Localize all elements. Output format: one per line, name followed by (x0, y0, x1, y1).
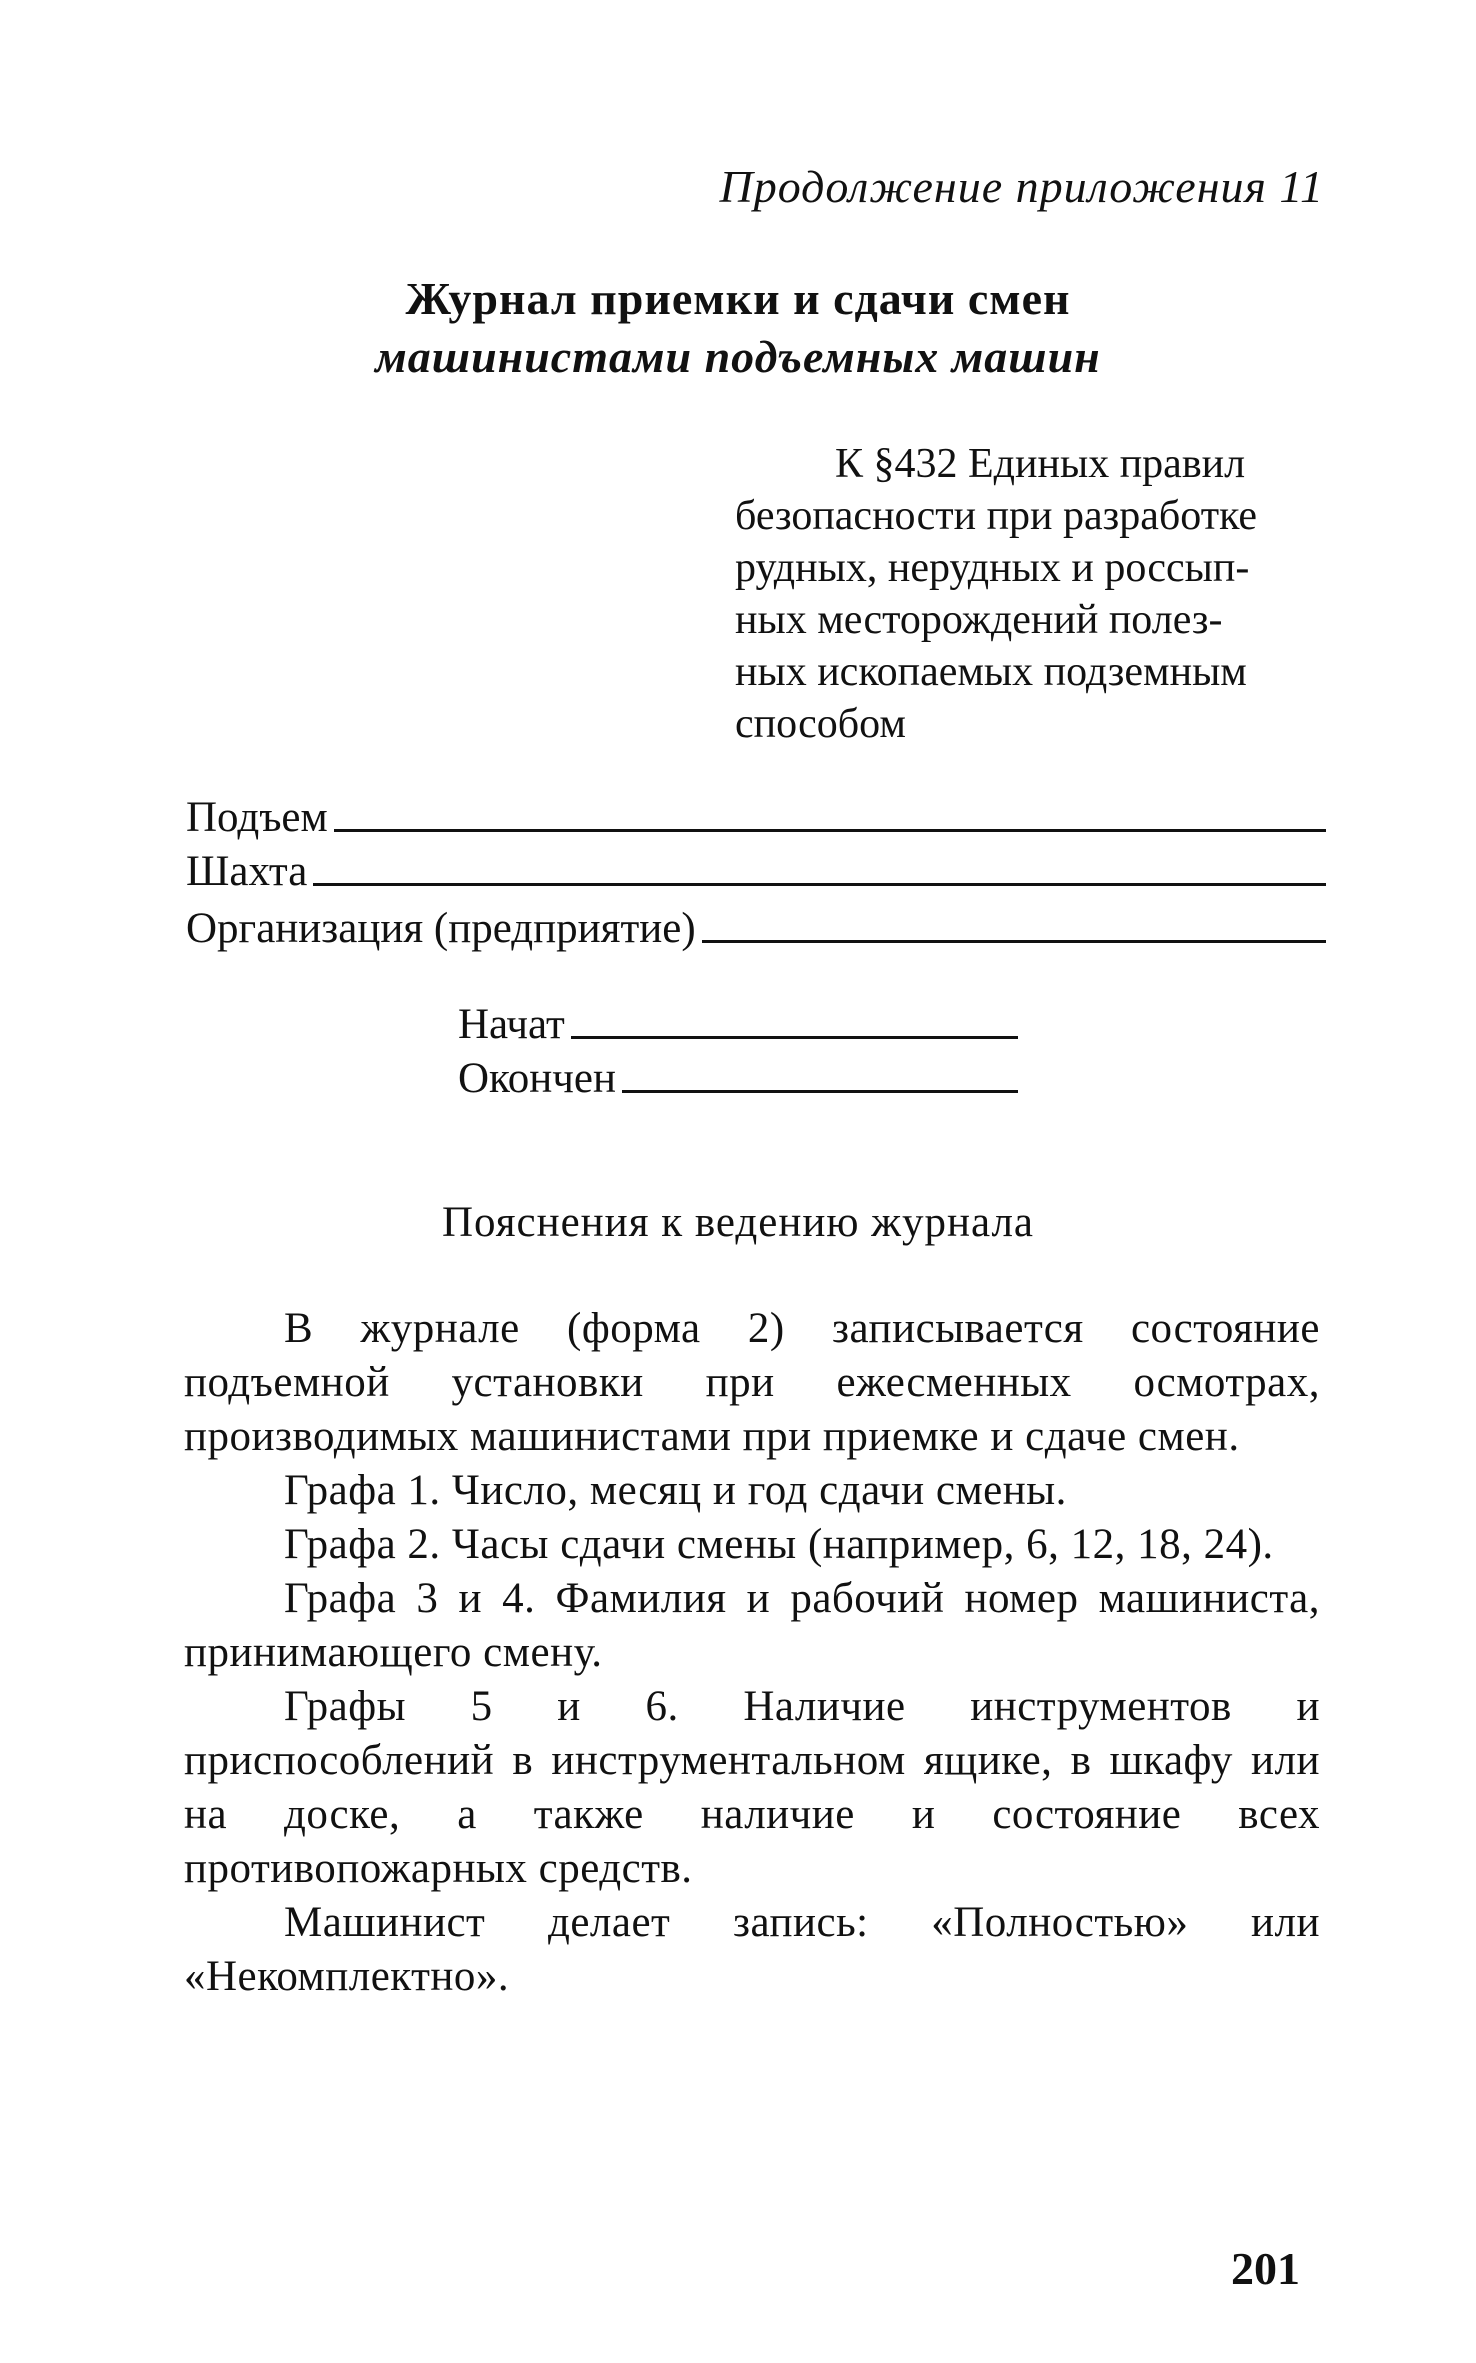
mine-label: Шахта (186, 848, 308, 895)
page-number: 201 (1231, 2243, 1300, 2294)
lift-field (186, 793, 1326, 842)
reference-line: ных ископаемых подземным (735, 649, 1247, 695)
started-fill-line (571, 1036, 1018, 1039)
paragraph: Графа 3 и 4. Фамилия и рабочий номер машиниста, принимающего смену. (184, 1575, 1320, 1676)
reference-line: способом (735, 701, 906, 747)
explanations-heading: Пояснения к ведению журнала (441, 1199, 1035, 1246)
organization-fill-line (702, 940, 1326, 943)
paragraph: Графа 2. Часы сдачи смены (например, 6, 12, 18, 24). (284, 1521, 1274, 1568)
reference-line: ных месторождений полез- (735, 597, 1223, 643)
reference-line: безопасности при разработке (735, 493, 1258, 539)
reference-line: рудных, нерудных и россып- (735, 545, 1250, 591)
paragraph: В журнале (форма 2) записывается состояние подъемной установки при ежесменных осмотрах, производимых машинистами при приемке и сдаче смен. (184, 1305, 1320, 1460)
appendix-continuation-note: Продолжение приложения 11 (719, 161, 1324, 212)
finished-fill-line (622, 1090, 1018, 1093)
paragraph: Графа 1. Число, месяц и год сдачи смены. (284, 1467, 1067, 1514)
finished-label: Окончен (458, 1055, 616, 1102)
mine-field (186, 847, 1326, 896)
reference-line: К §432 Единых правил (835, 441, 1246, 487)
finished-field (458, 1054, 1018, 1103)
explanations-body (184, 1302, 1320, 2004)
journal-title-line-1: Журнал приемки и сдачи смен (405, 273, 1071, 324)
organization-field (186, 904, 1326, 953)
lift-fill-line (334, 829, 1326, 832)
paragraph: Графы 5 и 6. Наличие инструментов и приспособлений в инструментальном ящике, в шкафу или на доске, а также наличие и состояние всех противопожарных средств. (184, 1683, 1320, 1892)
mine-fill-line (313, 883, 1326, 886)
paragraph: Машинист делает запись: «Полностью» или «Некомплектно». (184, 1899, 1320, 2000)
journal-title-line-2: машинистами подъемных машин (375, 331, 1101, 382)
started-field (458, 1000, 1018, 1049)
organization-label: Организация (предприятие) (186, 905, 696, 952)
started-label: Начат (458, 1001, 565, 1048)
rules-reference (735, 438, 1330, 750)
lift-label: Подъем (186, 794, 328, 841)
